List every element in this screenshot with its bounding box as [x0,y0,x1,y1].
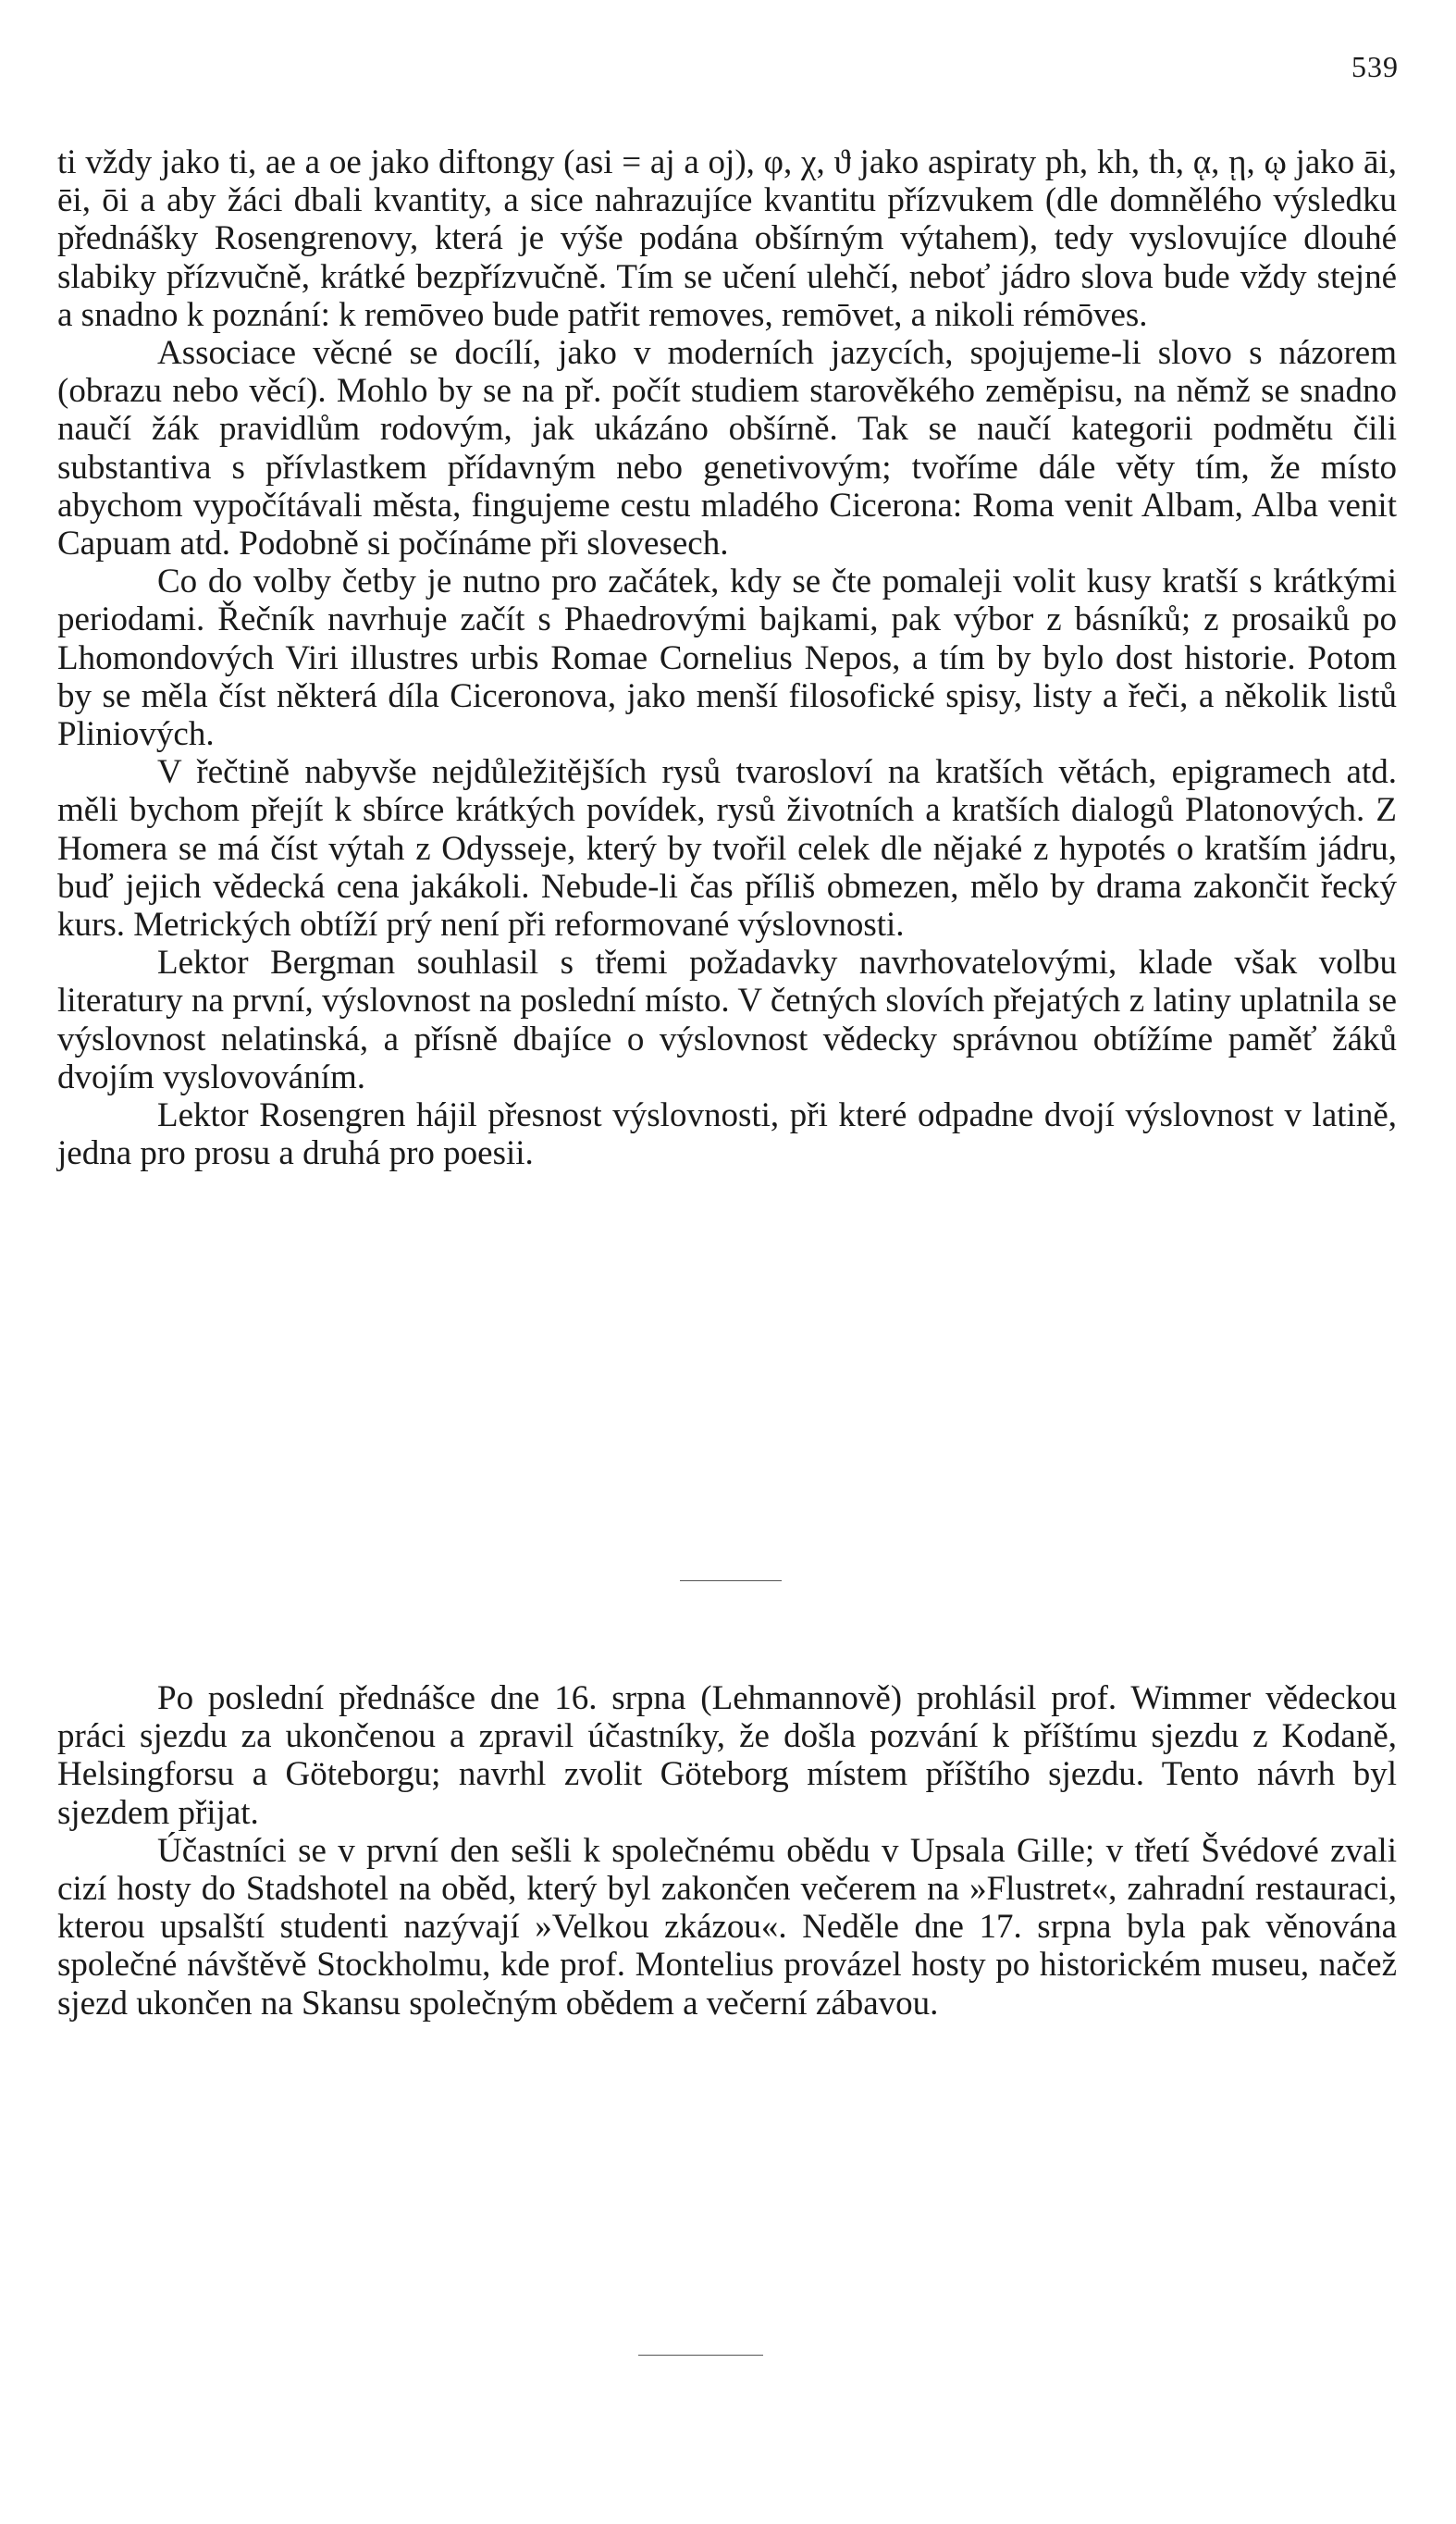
section-divider [680,1580,782,1581]
paragraph-6: Lektor Rosengren hájil přesnost výslovnosti, při které odpadne dvojí výslovnost v latině, jedna pro prosu a druhá pro poesii. [57,1096,1397,1173]
paragraph-7: Po poslední přednášce dne 16. srpna (Lehmannově) prohlásil prof. Wimmer vědeckou práci sjezdu za ukončenou a zpravil účastníky, že došla pozvání k příštímu sjezdu z Kodaně, Helsingforsu a Göteborgu; navrhl zvolit Göteborg místem příštího sjezdu. Tento návrh byl sjezdem přijat. [57,1679,1397,1832]
end-divider [638,2355,763,2356]
section-2 [57,1679,1397,2023]
paragraph-4: V řečtině nabyvše nejdůležitějších rysů tvarosloví na kratších větách, epigramech atd. měli bychom přejít k sbírce krátkých povídek, rysů životních a kratších dialogů Platonových. Z Homera se má číst výtah z Odysseje, který by tvořil celek dle nějaké z hypotés o kratším jádru, buď jejich vědecká cena jakákoli. Nebude-li čas příliš obmezen, mělo by drama zakončit řecký kurs. Metrických obtíží prý není při reformované výslovnosti. [57,753,1397,945]
paragraph-8: Účastníci se v první den sešli k společnému obědu v Upsala Gille; v třetí Švédové zvali cizí hosty do Stadshotel na oběd, který byl zakončen večerem na »Flustret«, zahradní restauraci, kterou upsalští studenti nazývají »Velkou zkázou«. Neděle dne 17. srpna byla pak věnována společné návštěvě Stockholmu, kde prof. Montelius provázel hosty po historickém museu, načež sjezd ukončen na Skansu společným obědem a večerní zábavou. [57,1831,1397,2023]
page-number: 539 [1351,50,1399,83]
paragraph-5: Lektor Bergman souhlasil s třemi požadavky navrhovatelovými, klade však volbu literatury na první, výslovnost na poslední místo. V četných slovích přejatých z latiny uplatnila se výslovnost nelatinská, a přísně dbajíce o výslovnost vědecky správnou obtížíme paměť žáků dvojím vyslovováním. [57,944,1397,1096]
paragraph-2: Associace věcné se docílí, jako v moderních jazycích, spojujeme-li slovo s názorem (obrazu nebo věcí). Mohlo by se na př. počít studiem starověkého zeměpisu, na němž se snadno naučí žák pravidlům rodovým, jak ukázáno obšírně. Tak se naučí kategorii podmětu čili substantiva s přívlastkem přídavným nebo genetivovým; tvoříme dále věty tím, že místo abychom vypočítávali města, fingujeme cestu mladého Cicerona: Roma venit Albam, Alba venit Capuam atd. Podobně si počínáme při slovesech. [57,334,1397,563]
section-1 [57,143,1397,1172]
paragraph-1: ti vždy jako ti, ae a oe jako diftongy (asi = aj a oj), φ, χ, ϑ jako aspiraty ph, kh, th, ᾳ, ῃ, ῳ jako āi, ēi, ōi a aby žáci dbali kvantity, a sice nahrazujíce kvantitu přízvukem (dle domnělého výsledku přednášky Rosengrenovy, která je výše podána obšírným výtahem), tedy vyslovujíce dlouhé slabiky přízvučně, krátké bezpřízvučně. Tím se učení ulehčí, neboť jádro slova bude vždy stejné a snadno k poznání: k remōveo bude patřit removes, remōvet, a nikoli rémōves. [57,143,1397,334]
paragraph-3: Co do volby četby je nutno pro začátek, kdy se čte pomaleji volit kusy kratší s krátkými periodami. Řečník navrhuje začít s Phaedrovými bajkami, pak výbor z básníků; z prosaiků po Lhomondových Viri illustres urbis Romae Cornelius Nepos, a tím by bylo dost historie. Potom by se měla číst některá díla Ciceronova, jako menší filosofické spisy, listy a řeči, a několik listů Pliniových. [57,563,1397,754]
